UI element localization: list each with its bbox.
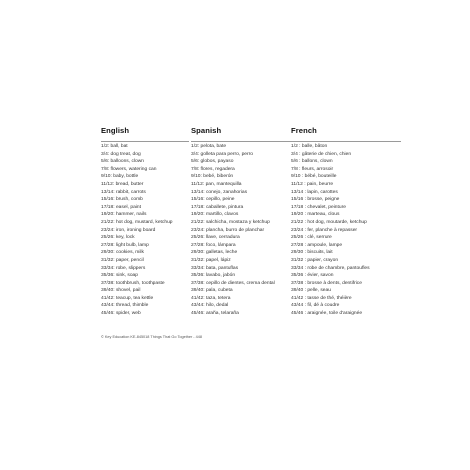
list-item: 5/6: balloons, clown	[101, 159, 144, 165]
list-item: 25/26 : clé, serrure	[291, 235, 332, 241]
list-item: 23/24: iron, ironing board	[101, 227, 156, 233]
list-item: 1/2: ball, bat	[101, 144, 128, 149]
list-item: 5/6 : ballons, clown	[291, 159, 333, 165]
list-item: 43/44: hilo, dedal	[191, 303, 229, 309]
list-item: 7/8: flores, regadera	[191, 166, 235, 172]
list-item: 23/24 : fer, planche à repasser	[291, 227, 358, 233]
list-item: 37/38: cepillo de dientes, crema dental	[191, 280, 275, 286]
list-item: 33/34 : robe de chambre, pantoufles	[291, 265, 370, 271]
list-item: 43/44: thread, thimble	[101, 303, 149, 309]
list-item: 13/14 : lapin, carottes	[291, 189, 338, 195]
list-item: 1/2 : balle, bâton	[291, 144, 328, 149]
list-item: 17/18: easel, paint	[101, 204, 141, 210]
list-item: 35/36: lavabo, jabón	[191, 273, 236, 279]
english-list	[101, 143, 189, 318]
english-column	[101, 126, 189, 318]
list-item: 27/28: light bulb, lamp	[101, 242, 149, 248]
list-item: 45/46 : araignée, toile d'araignée	[291, 311, 363, 317]
list-item: 35/36: sink, soap	[101, 273, 138, 279]
list-item: 15/16: brush, comb	[101, 197, 143, 203]
list-item: 39/40: shovel, pail	[101, 288, 141, 294]
list-item: 29/30: cookies, milk	[101, 250, 144, 256]
list-item: 35/36 : évier, savon	[291, 273, 334, 279]
spanish-column	[191, 126, 293, 318]
list-item: 17/18: caballete, pintura	[191, 204, 244, 210]
list-item: 37/38 : brosse à dents, dentifrice	[291, 280, 362, 286]
list-item: 31/32 : papier, crayon	[291, 257, 339, 263]
list-item: 1/2: pelota, bate	[191, 144, 227, 149]
list-item: 37/38: toothbrush, toothpaste	[101, 280, 165, 286]
list-item: 11/12: pan, mantequilla	[191, 181, 242, 187]
list-item: 27/28: foco, lámpara	[191, 242, 236, 248]
list-item: 9/10 : bébé, bouteille	[291, 174, 337, 180]
list-item: 11/12: bread, butter	[101, 181, 144, 187]
list-item: 27/28 : ampoule, lampe	[291, 242, 343, 248]
spanish-heading: Spanish	[191, 126, 222, 135]
list-item: 9/10: bebé, biberón	[191, 174, 234, 180]
list-item: 3/4: golleta para perro, perro	[191, 151, 253, 157]
list-item: 15/16: cepillo, peine	[191, 197, 235, 203]
list-item: 7/8 : fleurs, arrosoir	[291, 166, 334, 172]
french-list	[291, 143, 401, 318]
list-item: 13/14: conejo, zanahorias	[191, 189, 248, 195]
list-item: 9/10: baby, bottle	[101, 174, 139, 180]
list-item: 31/32: paper, pencil	[101, 257, 144, 263]
french-heading: French	[291, 126, 317, 135]
list-item: 29/30 : biscuits, lait	[291, 250, 333, 256]
list-item: 41/42: taza, tetera	[191, 295, 231, 301]
list-item: 19/20: hammer, nails	[101, 212, 147, 218]
list-item: 23/24: plancha, burro de planchar	[191, 227, 265, 233]
spanish-heading-rule	[191, 141, 293, 142]
list-item: 39/40 : pelle, seau	[291, 288, 331, 294]
list-item: 41/42: teacup, tea kettle	[101, 295, 154, 301]
list-item: 21/22 : hot dog, moutarde, ketchup	[291, 219, 367, 225]
list-item: 21/22: salchicha, mostaza y ketchup	[191, 219, 270, 225]
list-item: 7/8: flowers, watering can	[101, 166, 157, 172]
list-item: 41/42 : tasse de thé, théière	[291, 295, 352, 301]
english-heading: English	[101, 126, 130, 135]
list-item: 15/16 : brosse, peigne	[291, 197, 340, 203]
list-item: 17/18 : chevalet, peinture	[291, 204, 346, 210]
list-item: 21/22: hot dog, mustard, ketchup	[101, 219, 173, 225]
english-heading-rule	[101, 141, 189, 142]
list-item: 45/46: araña, telaraña	[191, 311, 239, 317]
list-item: 45/46: spider, web	[101, 311, 141, 317]
list-item: 19/20: martillo, clavos	[191, 212, 239, 218]
list-item: 5/6: globos, payaso	[191, 159, 234, 165]
french-heading-rule	[291, 141, 401, 142]
list-item: 3/4: dog treat, dog	[101, 151, 141, 157]
list-item: 13/14: rabbit, carrots	[101, 189, 146, 195]
list-item: 29/30: galletas, leche	[191, 250, 238, 256]
french-column	[291, 126, 401, 318]
list-item: 25/26: llave, cerradura	[191, 235, 240, 241]
list-item: 25/26: key, lock	[101, 235, 135, 241]
list-item: 31/32: papel, lápiz	[191, 257, 231, 263]
list-item: 33/34: bata, pantuflas	[191, 265, 239, 271]
copyright-footer: © Key Education KE-845018 Things That Go Together - 448	[101, 335, 202, 339]
list-item: 33/34: robe, slippers	[101, 265, 146, 271]
list-item: 43/44 : fil, dé à coudre	[291, 303, 340, 309]
list-item: 39/40: pala, cubeta	[191, 288, 233, 294]
spanish-list	[191, 143, 293, 318]
list-item: 19/20 : marteau, clous	[291, 212, 340, 218]
list-item: 11/12 : pain, beurre	[291, 181, 334, 187]
list-item: 3/4 : gâterie de chien, chien	[291, 151, 352, 157]
